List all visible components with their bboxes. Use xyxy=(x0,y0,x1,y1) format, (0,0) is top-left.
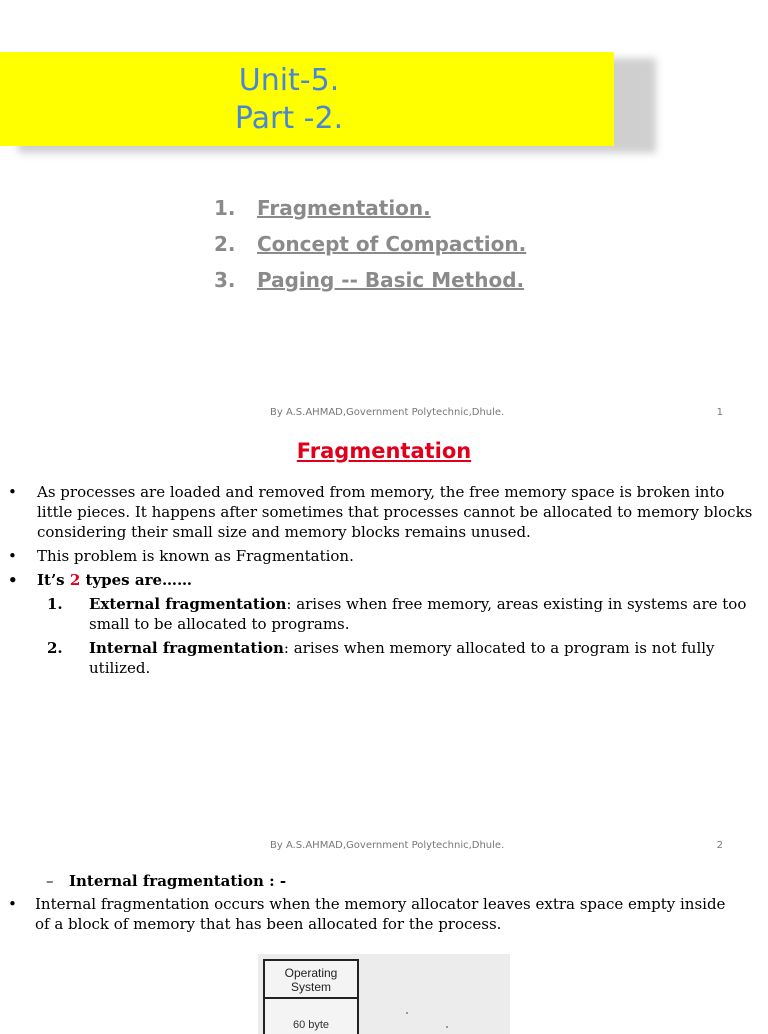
bullet-item xyxy=(8,894,728,934)
list-item xyxy=(47,594,752,634)
slide-3 xyxy=(0,870,768,1031)
scan-speck xyxy=(406,1012,408,1014)
bullet-text: This problem is known as Fragmentation. xyxy=(37,547,354,565)
title-line-1: Unit-5. xyxy=(238,63,340,98)
bullet-icon: • xyxy=(8,483,17,501)
types-count: 2 xyxy=(69,571,81,589)
term-desc: : arises when memory allocated to a program is not fully utilized. xyxy=(89,639,715,677)
list-item xyxy=(47,638,752,678)
term-internal: Internal fragmentation xyxy=(89,639,284,657)
section-title: Fragmentation xyxy=(296,439,472,463)
bullet-icon: • xyxy=(8,571,18,589)
toc-item[interactable] xyxy=(214,190,526,226)
types-suffix: types are…… xyxy=(80,571,193,589)
bullet-text: As processes are loaded and removed from memory, the free memory space is broken into little pieces. It happens after sometimes that processes cannot be allocated to memory blocks considering their small size and memory blocks remains unused. xyxy=(37,483,753,541)
list-text xyxy=(89,638,752,678)
footer-credit: By A.S.AHMAD,Government Polytechnic,Dhule. xyxy=(270,407,505,418)
memory-block xyxy=(263,959,359,1034)
bullet-text xyxy=(37,570,758,590)
block-size-label: 60 byte xyxy=(292,1019,330,1031)
toc-link-fragmentation[interactable]: Fragmentation. xyxy=(257,196,431,220)
table-of-contents xyxy=(214,190,526,298)
bullet-item xyxy=(8,570,758,590)
toc-link-paging[interactable]: Paging -- Basic Method. xyxy=(257,268,525,292)
term-external: External fragmentation xyxy=(89,595,287,613)
list-text xyxy=(89,594,752,634)
term-desc: : arises when free memory, areas existing in systems are too small to be allocated to programs. xyxy=(89,595,747,633)
slide-1 xyxy=(0,0,768,435)
sub-heading-text: Internal fragmentation : - xyxy=(69,872,287,890)
slide-title xyxy=(0,62,578,138)
slide-2 xyxy=(0,435,768,870)
toc-number: 2. xyxy=(214,232,236,256)
toc-number: 1. xyxy=(214,196,236,220)
bullet-text: Internal fragmentation occurs when the memory allocator leaves extra space empty inside of a block of memory that has been allocated for the process. xyxy=(35,895,726,933)
bullet-icon: • xyxy=(8,895,17,913)
dash-icon: – xyxy=(46,872,54,890)
list-number: 1. xyxy=(47,595,63,613)
bullet-item xyxy=(8,482,758,542)
bullet-icon: • xyxy=(8,547,17,565)
toc-item[interactable] xyxy=(214,262,526,298)
page-number: 2 xyxy=(716,840,723,851)
memory-diagram-image xyxy=(258,954,510,1034)
types-prefix: It’s xyxy=(37,571,70,589)
bullet-item xyxy=(8,546,758,566)
page-number: 1 xyxy=(716,407,723,418)
title-line-2: Part -2. xyxy=(234,101,344,136)
toc-number: 3. xyxy=(214,268,236,292)
sub-heading xyxy=(46,871,286,891)
toc-link-compaction[interactable]: Concept of Compaction. xyxy=(257,232,527,256)
os-region-label: Operating System xyxy=(265,961,357,999)
toc-item[interactable] xyxy=(214,226,526,262)
scan-speck xyxy=(446,1026,448,1028)
footer-credit: By A.S.AHMAD,Government Polytechnic,Dhule. xyxy=(270,840,505,851)
list-number: 2. xyxy=(47,639,63,657)
